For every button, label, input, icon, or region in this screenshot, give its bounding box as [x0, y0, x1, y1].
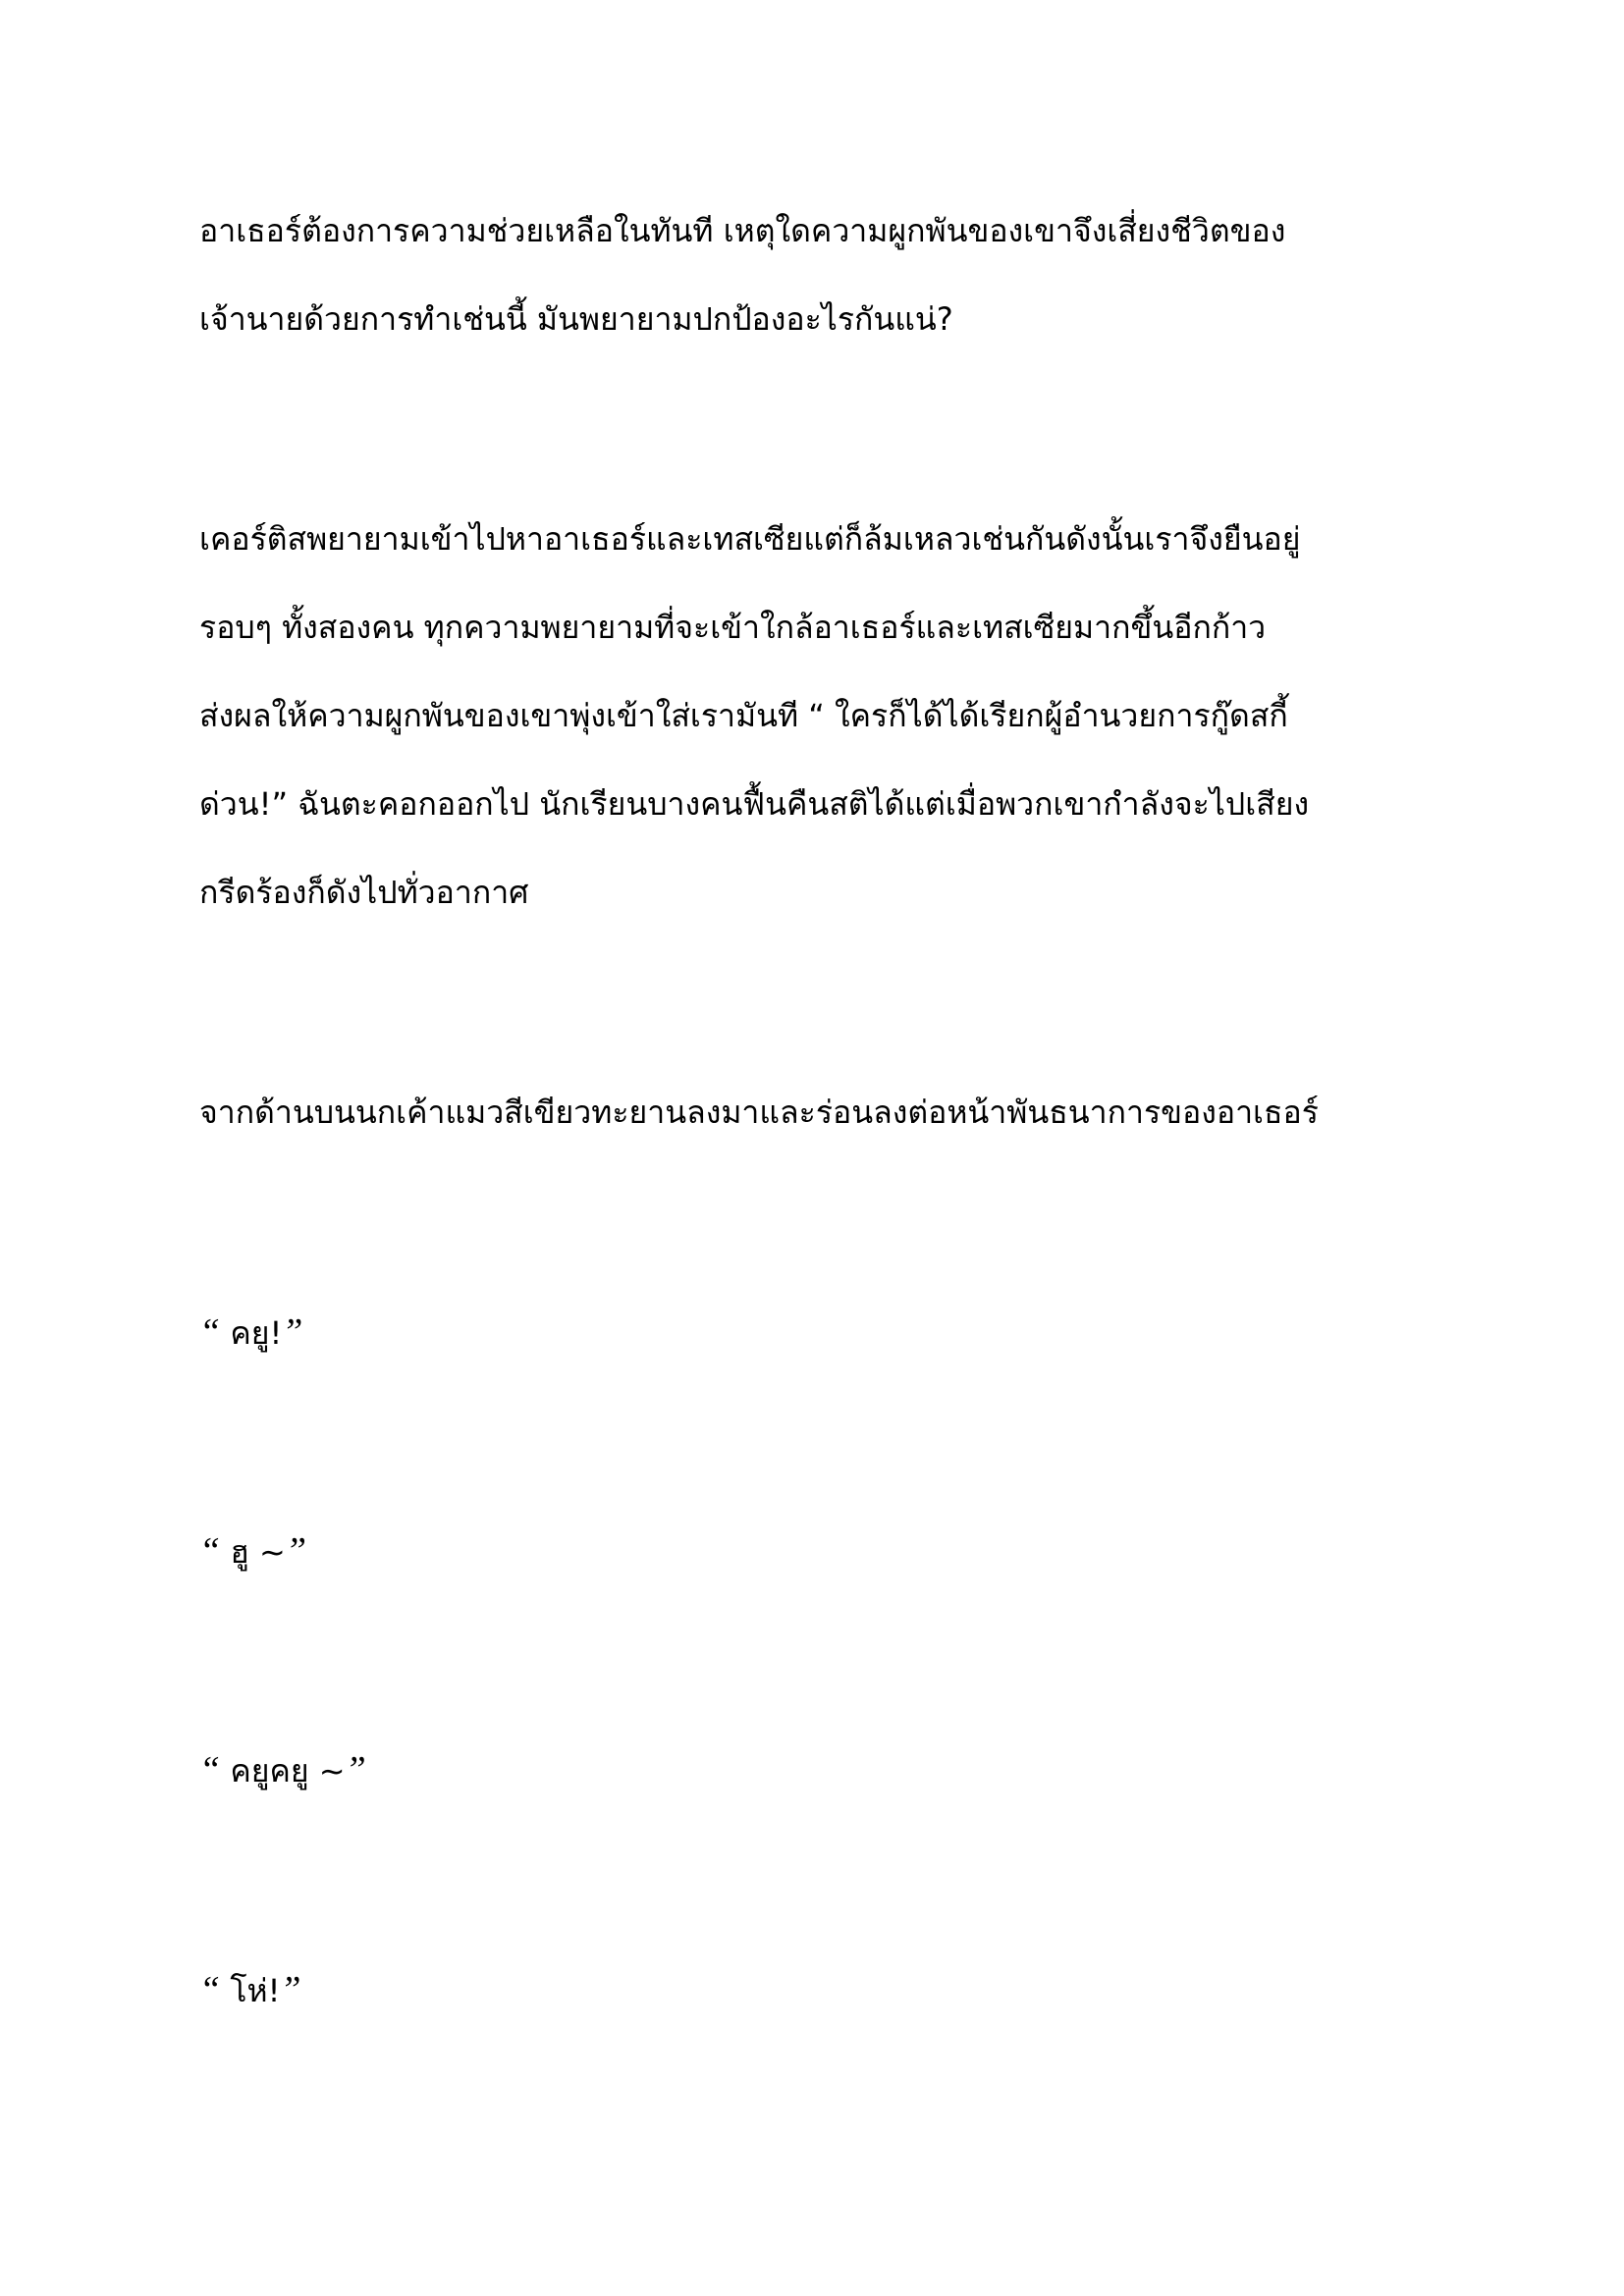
dialogue-line-3 [199, 1748, 1466, 1792]
open-quote: “ [199, 1530, 221, 1572]
close-quote: ” [280, 1969, 301, 2010]
dialogue-line-2 [199, 1529, 1466, 1574]
dialogue-text: คยูคยู ~ [220, 1752, 346, 1789]
paragraph-2-line-3: ส่งผลให้ความผูกพันของเขาพุ่งเข้าใส่เรามันที “ ใครก็ได้ได้เรียกผู้อำนวยการกู๊ดสกี้ [199, 697, 1288, 734]
open-quote: “ [199, 1969, 221, 2010]
dialogue-text: ฮู ~ [220, 1533, 286, 1571]
paragraph-1-line-1: อาเธอร์ต้องการความช่วยเหลือในทันที เหตุใดความผูกพันของเขาจึงเสี่ยงชีวิตของ [199, 212, 1286, 249]
close-quote: ” [282, 1311, 303, 1353]
paragraph-2-line-2: รอบๆ ทั้งสองคน ทุกความพยายามที่จะเข้าใกล้อาเธอร์และเทสเซียมากขึ้นอีกก้าว [199, 609, 1267, 646]
open-quote: “ [199, 1749, 221, 1790]
dialogue-line-1 [199, 1310, 1466, 1355]
paragraph-1-line-2: เจ้านายด้วยการทำเช่นนี้ มันพยายามปกป้องอะไรกันแน่? [199, 300, 953, 338]
paragraph-3-line-1: จากด้านบนนกเค้าแมวสีเขียวทะยานลงมาและร่อนลงต่อหน้าพันธนาการของอาเธอร์ [199, 1094, 1319, 1131]
dialogue-text: คยู! [220, 1314, 283, 1352]
paragraph-2-line-1: เคอร์ติสพยายามเข้าไปหาอาเธอร์และเทสเซียแต่ก็ล้มเหลวเช่นกันดังนั้นเราจึงยืนอยู่ [199, 520, 1301, 558]
close-quote: ” [345, 1749, 366, 1790]
open-quote: “ [199, 1311, 221, 1353]
paragraph-2-line-5: กรีดร้องก็ดังไปทั่วอากาศ [199, 874, 529, 911]
close-quote: ” [285, 1530, 306, 1572]
dialogue-line-4 [199, 1968, 1466, 2012]
paragraph-2-line-4: ด่วน!” ฉันตะคอกออกไป นักเรียนบางคนฟื้นคืนสติได้แต่เมื่อพวกเขากำลังจะไปเสียง [199, 785, 1310, 823]
dialogue-text: โห่! [220, 1972, 281, 2009]
